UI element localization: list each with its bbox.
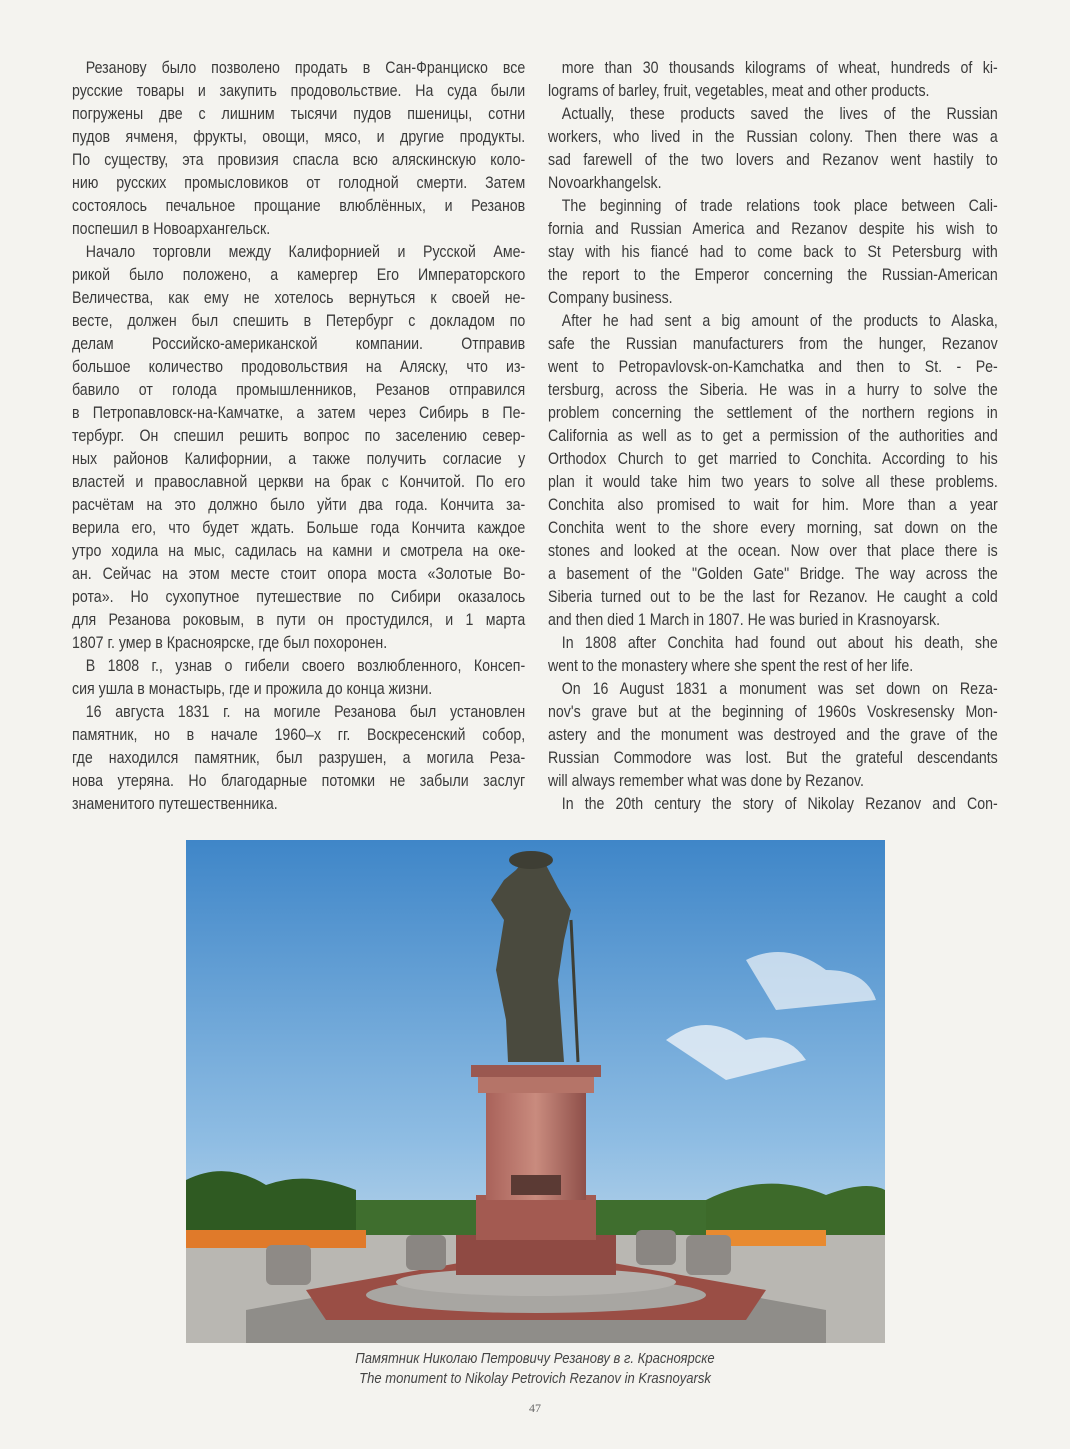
paragraph xyxy=(72,57,525,241)
text-line: Siberia turned out to be the last for Rezanov. He caught a cold xyxy=(548,588,998,606)
text-line: Russian Commodore was lost. But the grateful descendants xyxy=(548,749,998,767)
text-line: знаменитого путешественника. xyxy=(72,795,278,813)
text-line: нию русских промысловиков от голодной смерти. Затем xyxy=(72,174,526,192)
paragraph xyxy=(548,678,998,793)
text-line: On 16 August 1831 a monument was set down on Reza- xyxy=(561,680,998,698)
text-line: California as well as to get a permission of the authorities and xyxy=(548,427,998,445)
text-line: рота». Но сухопутное путешествие по Сибири оказалось xyxy=(72,588,526,606)
text-line: In 1808 after Conchita had found out about his death, she xyxy=(561,634,998,652)
text-line: бавило от голода промышленников, Резанов отправился xyxy=(72,381,526,399)
text-line: tersburg, across the Siberia. He was in a hurry to solve the xyxy=(548,381,998,399)
text-line: astery and the monument was destroyed and the grave of the xyxy=(548,726,998,744)
text-line: тербург. Он спешил решить вопрос по заселению север- xyxy=(72,427,526,445)
text-line: stones and looked at the ocean. Now over that place there is xyxy=(548,542,998,560)
text-line: русские товары и закупить продовольствие. На суда были xyxy=(72,82,526,100)
text-line: Начало торговли между Калифорнией и Русской Аме- xyxy=(85,243,526,261)
text-line: Резанову было позволено продать в Сан-Франциско все xyxy=(85,59,526,77)
text-line: поспешил в Новоархангельск. xyxy=(72,220,271,238)
text-line: погружены две с лишним тысячи пудов пшеницы, сотни xyxy=(72,105,526,123)
text-line: Conchita went to the shore every morning, sat down on the xyxy=(548,519,998,537)
text-line: safe the Russian manufacturers from the hunger, Rezanov xyxy=(548,335,998,353)
text-line: нова утеряна. Но благодарные потомки не забыли заслуг xyxy=(72,772,526,790)
paragraph xyxy=(548,57,998,103)
text-line: Orthodox Church to get married to Conchita. According to his xyxy=(548,450,998,468)
photo-caption-russian: Памятник Николаю Петровичу Резанову в г. Красноярске xyxy=(355,1351,715,1367)
paragraph xyxy=(72,655,525,701)
paragraph xyxy=(548,103,998,195)
paragraph xyxy=(548,195,998,310)
text-line: stay with his fiancé had to come back to St Petersburg with xyxy=(548,243,998,261)
text-line: большое количество продовольствия на Аляску, что из- xyxy=(72,358,526,376)
text-line: After he had sent a big amount of the products to Alaska, xyxy=(561,312,998,330)
text-line: will always remember what was done by Rezanov. xyxy=(548,772,864,790)
paragraph xyxy=(548,632,998,678)
text-line: Company business. xyxy=(548,289,673,307)
text-line: в Петропавловск-на-Камчатке, а затем через Сибирь в Пе- xyxy=(72,404,526,422)
text-line: Actually, these products saved the lives of the Russian xyxy=(561,105,998,123)
text-line: ан. Сейчас на этом месте стоит опора моста «Золотые Во- xyxy=(72,565,526,583)
paragraph xyxy=(548,310,998,632)
text-line: a basement of the "Golden Gate" Bridge. The way across the xyxy=(548,565,998,583)
text-line: nov's grave but at the beginning of 1960s Voskresensky Mon- xyxy=(548,703,998,721)
text-line: утро ходила на мыс, садилась на камни и смотрела на оке- xyxy=(72,542,526,560)
text-line: fornia and Russian America and Rezanov despite his wish to xyxy=(548,220,998,238)
text-line: властей и православной церкви на брак с Кончитой. По его xyxy=(72,473,526,491)
text-line: more than 30 thousands kilograms of wheat, hundreds of ki- xyxy=(561,59,998,77)
text-line: and then died 1 March in 1807. He was buried in Krasnoyarsk. xyxy=(548,611,941,629)
text-line: расчётам на это должно было уйти два года. Кончита за- xyxy=(72,496,526,514)
text-line: весте, должен был спешить в Петербург с докладом по xyxy=(72,312,526,330)
english-text-column xyxy=(548,57,998,816)
text-line: сия ушла в монастырь, где и прожила до конца жизни. xyxy=(72,680,433,698)
text-line: для Резанова роковым, в пути он простудился, и 1 марта xyxy=(72,611,526,629)
paragraph xyxy=(548,793,998,816)
monument-photo xyxy=(186,840,885,1343)
text-line: went to Petropavlovsk-on-Kamchatka and then to St. - Pe- xyxy=(548,358,998,376)
text-line: пудов ячменя, фрукты, овощи, мясо, и другие продукты. xyxy=(72,128,526,146)
text-line: верила его, что будет ждать. Больше года Кончита каждое xyxy=(72,519,526,537)
text-line: problem concerning the settlement of the northern regions in xyxy=(548,404,998,422)
text-line: lograms of barley, fruit, vegetables, meat and other products. xyxy=(548,82,930,100)
text-line: sad farewell of the two lovers and Rezanov went hastily to xyxy=(548,151,998,169)
text-line: Conchita also promised to wait for him. More than a year xyxy=(548,496,998,514)
paragraph xyxy=(72,241,525,655)
text-line: the report to the Emperor concerning the Russian-American xyxy=(548,266,998,284)
text-line: Novoarkhangelsk. xyxy=(548,174,662,192)
page-number: 47 xyxy=(529,1401,541,1415)
text-line: где находился памятник, был разрушен, а могила Реза- xyxy=(72,749,526,767)
text-line: По существу, эта провизия спасла всю аляскинскую коло- xyxy=(72,151,526,169)
text-line: рикой было положено, а камергер Его Императорского xyxy=(72,266,526,284)
text-line: 1807 г. умер в Красноярске, где был похоронен. xyxy=(72,634,388,652)
text-line: In the 20th century the story of Nikolay Rezanov and Con- xyxy=(561,795,998,813)
text-line: состоялось печальное прощание влюблённых, и Резанов xyxy=(72,197,526,215)
text-line: Величества, как ему не хотелось вернуться к своей не- xyxy=(72,289,526,307)
text-line: делам Российско-американской компании. Отправив xyxy=(72,335,526,353)
text-line: went to the monastery where she spent the rest of her life. xyxy=(548,657,914,675)
text-line: plan it would take him two years to solve all these problems. xyxy=(548,473,998,491)
text-line: памятник, но в начале 1960–х гг. Воскресенский собор, xyxy=(72,726,526,744)
text-line: The beginning of trade relations took place between Cali- xyxy=(561,197,998,215)
text-line: 16 августа 1831 г. на могиле Резанова был установлен xyxy=(85,703,526,721)
russian-text-column xyxy=(72,57,525,816)
photo-caption-english: The monument to Nikolay Petrovich Rezanov in Krasnoyarsk xyxy=(359,1371,711,1387)
text-line: ных районов Калифорнии, а также получить согласие у xyxy=(72,450,526,468)
text-line: workers, who lived in the Russian colony. Then there was a xyxy=(548,128,998,146)
text-line: В 1808 г., узнав о гибели своего возлюбленного, Консеп- xyxy=(85,657,526,675)
paragraph xyxy=(72,701,525,816)
